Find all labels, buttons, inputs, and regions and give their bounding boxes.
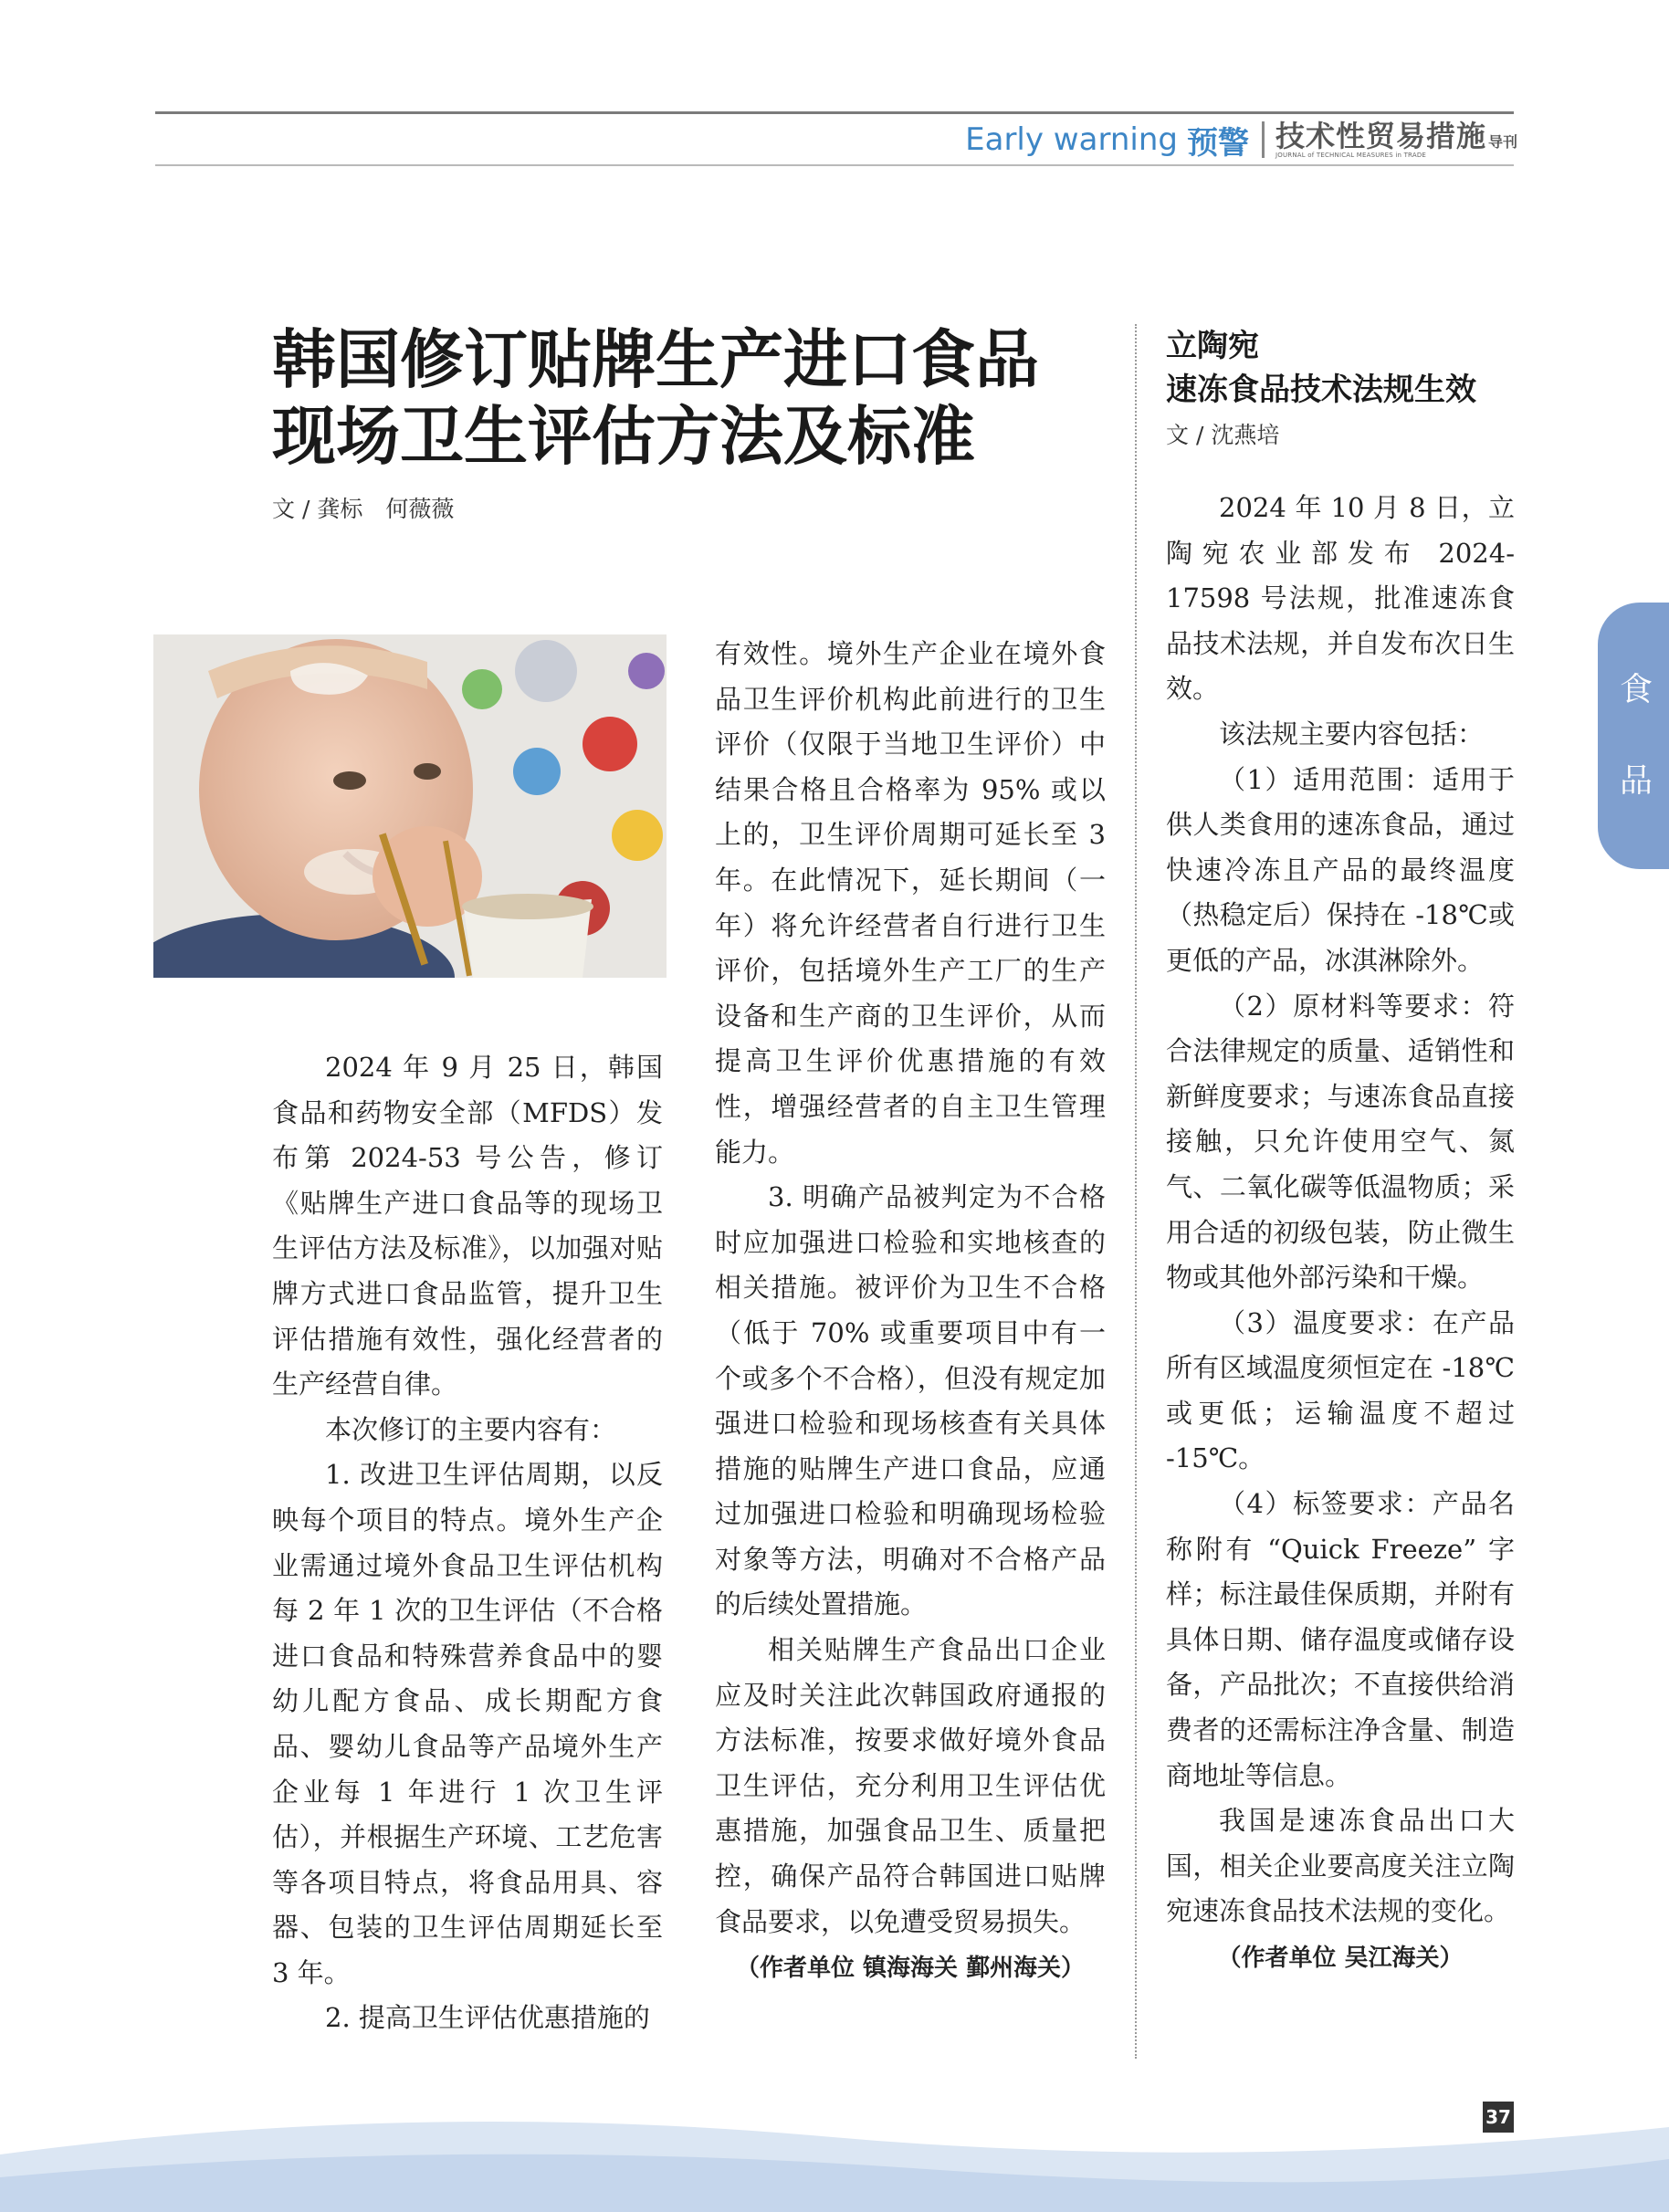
- running-header: [965, 117, 1517, 162]
- side-article-column: [1166, 486, 1515, 1982]
- article-column-1: [272, 1045, 663, 2041]
- footer-wave: [0, 2081, 1669, 2212]
- journal-english-name: JOURNAL of TECHNICAL MEASURES in TRADE: [1275, 152, 1427, 159]
- paragraph: （1）适用范围：适用于供人类食用的速冻食品，通过快速冷冻且产品的最终温度（热稳定后）保持在 -18℃或更低的产品，冰淇淋除外。: [1166, 763, 1515, 976]
- paragraph: 相关贴牌生产食品出口企业应及时关注此次韩国政府通报的方法标准，按要求做好境外食品卫生评估，充分利用卫生评估优惠措施，加强食品卫生、质量把控，确保产品符合韩国进口贴牌食品要求，以免遭受贸易损失。: [715, 1634, 1106, 1937]
- side-article-title: [1166, 324, 1476, 412]
- header-separator: [1262, 121, 1265, 158]
- baby-photo: [153, 634, 667, 978]
- article-byline: 文 / 龚标 何薇薇: [272, 496, 455, 522]
- paragraph-continued: 有效性。境外生产企业在境外食品卫生评价机构此前进行的卫生评价（仅限于当地卫生评价）中结果合格且合格率为 95% 或以上的，卫生评价周期可延长至 3 年。在此情况下，延长期间（一年）将允许经营者自行进行卫生评价，包括境外生产工厂的生产设备和生产商的卫生评价，从而提高卫生评价优惠措施的有效性，增强经营者的自主卫生管理能力。: [715, 638, 1106, 1168]
- article-title: [272, 321, 1112, 475]
- article-title-line2: 现场卫生评估方法及标准: [272, 399, 975, 474]
- section-label-en: Early warning: [965, 121, 1178, 158]
- paragraph: 1. 改进卫生评估周期，以反映每个项目的特点。境外生产企业需通过境外食品卫生评估机构每 2 年 1 次的卫生评估（不合格进口食品和特殊营养食品中的婴幼儿配方食品、成长期配方食品、婴幼儿食品等产品境外生产企业每 1 年进行 1 次卫生评估），并根据生产环境、工艺危害等各项目特点，将食品用具、容器、包装的卫生评估周期延长至 3 年。: [272, 1459, 663, 1988]
- side-title-line2: 速冻食品技术法规生效: [1166, 372, 1476, 408]
- paragraph: （3）温度要求：在产品所有区域温度须恒定在 -18℃或更低；运输温度不超过 -15℃。: [1166, 1306, 1515, 1474]
- journal-name: 技术性贸易措施: [1275, 119, 1486, 153]
- paragraph: 2024 年 9 月 25 日，韩国食品和药物安全部（MFDS）发布第 2024-53 号公告，修订《贴牌生产进口食品等的现场卫生评估方法及标准》，以加强对贴牌方式进口食品监管，提升卫生评估措施有效性，强化经营者的生产经营自律。: [272, 1052, 663, 1400]
- column-divider: [1135, 324, 1137, 2059]
- header-bottom-rule: [155, 164, 1514, 166]
- section-label-zh: 预警: [1186, 124, 1249, 162]
- side-title-line1: 立陶宛: [1166, 328, 1259, 364]
- side-author-affiliation: （作者单位 吴江海关）: [1217, 1945, 1464, 1972]
- article-column-2: [715, 632, 1106, 1992]
- page-number: 37: [1483, 2102, 1514, 2133]
- paragraph: 我国是速冻食品出口大国，相关企业要高度关注立陶宛速冻食品技术法规的变化。: [1166, 1805, 1515, 1927]
- article-title-line1: 韩国修订贴牌生产进口食品: [272, 322, 1039, 397]
- paragraph: 该法规主要内容包括：: [1219, 718, 1485, 750]
- author-affiliation: （作者单位 镇海海关 鄞州海关）: [735, 1955, 1086, 1983]
- section-tab-food: [1598, 603, 1669, 869]
- journal-suffix: 导刊: [1487, 133, 1517, 151]
- paragraph: 本次修订的主要内容有：: [325, 1413, 617, 1445]
- paragraph: 2. 提高卫生评估优惠措施的: [325, 2002, 650, 2034]
- side-article-byline: 文 / 沈燕培: [1166, 422, 1280, 448]
- paragraph: 2024 年 10 月 8 日，立陶宛农业部发布 2024-17598 号法规，批准速冻食品技术法规，并自发布次日生效。: [1166, 492, 1515, 705]
- journal-logo: [1275, 121, 1517, 159]
- paragraph: （4）标签要求：产品名称附有 “Quick Freeze” 字样；标注最佳保质期，并附有具体日期、储存温度或储存设备，产品批次；不直接供给消费者的还需标注净含量、制造商地址等信息。: [1166, 1488, 1515, 1791]
- header-top-rule: [155, 111, 1514, 114]
- section-tab-char: 品: [1619, 762, 1653, 800]
- paragraph: 3. 明确产品被判定为不合格时应加强进口检验和实地核查的相关措施。被评价为卫生不合格（低于 70% 或重要项目中有一个或多个不合格），但没有规定加强进口检验和现场核查有关具体措施的贴牌生产进口食品，应通过加强进口检验和明确现场检验对象等方法，明确对不合格产品的后续处置措施。: [715, 1181, 1106, 1620]
- section-tab-char: 食: [1619, 671, 1653, 708]
- paragraph: （2）原材料等要求：符合法律规定的质量、适销性和新鲜度要求；与速冻食品直接接触，只允许使用空气、氮气、二氧化碳等低温物质；采用合适的初级包装，防止微生物或其他外部污染和干燥。: [1166, 990, 1515, 1294]
